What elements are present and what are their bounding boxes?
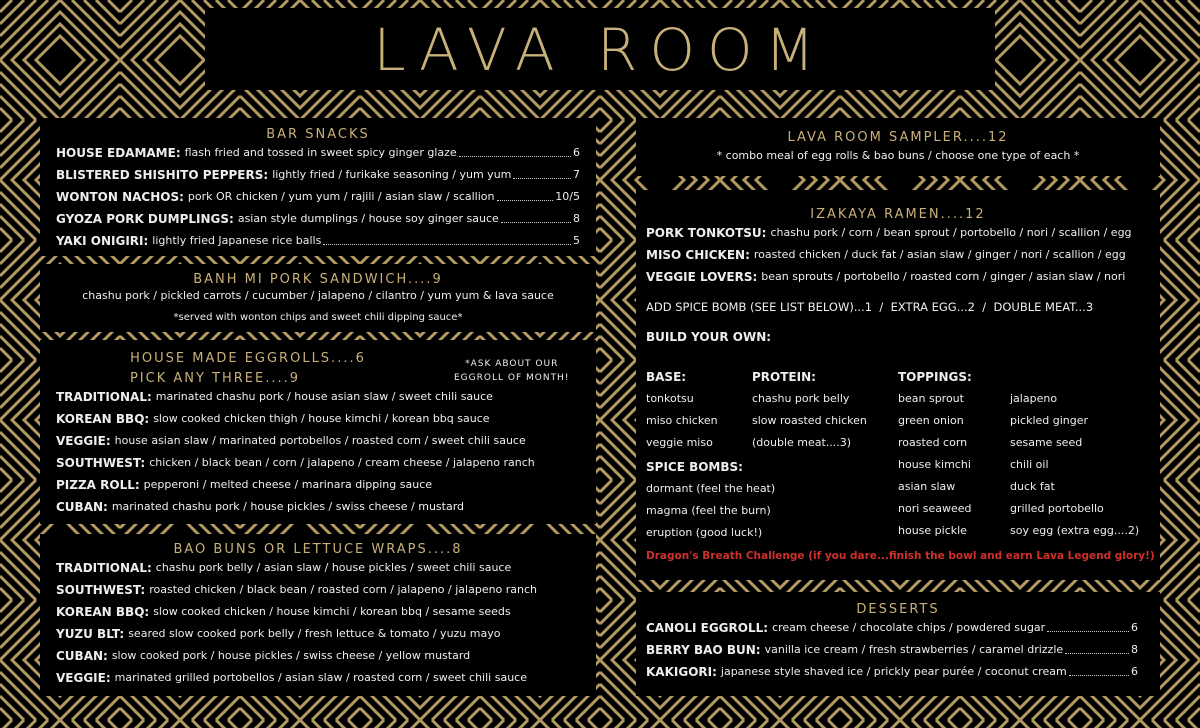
menu-item [56, 452, 580, 474]
menu-item [646, 639, 1138, 661]
item-name: PIZZA ROLL: [56, 478, 140, 492]
topping-option: grilled portobello [1010, 502, 1104, 515]
protein-option: slow roasted chicken [752, 414, 867, 427]
menu-item [56, 430, 580, 452]
menu-item [56, 645, 580, 667]
menu-item [56, 601, 580, 623]
base-option: tonkotsu [646, 392, 694, 405]
banh-mi-desc: chashu pork / pickled carrots / cucumber / jalapeno / cilantro / yum yum & lava sauce [82, 289, 554, 302]
item-desc: chashu pork belly / asian slaw / house pickles / sweet chili sauce [155, 561, 512, 574]
ramen-section [636, 190, 1160, 580]
bao-buns-title: BAO BUNS OR LETTUCE WRAPS....8 [173, 542, 463, 557]
topping-option: roasted corn [898, 436, 968, 449]
topping-option: pickled ginger [1010, 414, 1089, 427]
item-name: MISO CHICKEN: [646, 248, 750, 262]
topping-option: bean sprout [898, 392, 964, 405]
item-name: SOUTHWEST: [56, 583, 146, 597]
menu-item [646, 661, 1138, 683]
ramen-addons: ADD SPICE BOMB (SEE LIST BELOW)...1 / EXTRA EGG...2 / DOUBLE MEAT...3 [646, 300, 1094, 314]
menu-item [56, 230, 580, 252]
item-price: 6 [1131, 665, 1138, 678]
menu-item [56, 186, 580, 208]
bar-snacks-title: BAR SNACKS [266, 127, 370, 142]
topping-option: jalapeno [1010, 392, 1058, 405]
item-name: YUZU BLT: [56, 627, 125, 641]
sampler-section [636, 118, 1160, 176]
dragons-breath-challenge: Dragon's Breath Challenge (if you dare...finish the bowl and earn Lava Legend glory!) [646, 550, 1155, 562]
item-name: TRADITIONAL: [56, 561, 152, 575]
menu-item [646, 617, 1138, 639]
item-price: 5 [573, 234, 580, 247]
item-name: KAKIGORI: [646, 665, 717, 679]
desserts-section [636, 592, 1160, 696]
banh-mi-note: *served with wonton chips and sweet chili dipping sauce* [173, 312, 463, 323]
spice-option: eruption (good luck!) [646, 526, 763, 539]
spice-option: magma (feel the burn) [646, 504, 771, 517]
spice-option: dormant (feel the heat) [646, 482, 776, 495]
item-name: YAKI ONIGIRI: [56, 234, 149, 248]
item-name: BLISTERED SHISHITO PEPPERS: [56, 168, 269, 182]
item-desc: japanese style shaved ice / prickly pear purée / coconut cream [720, 665, 1067, 678]
menu-item [56, 474, 580, 496]
topping-option: soy egg (extra egg....2) [1010, 524, 1140, 537]
ask-line-1: *ASK ABOUT OUR [465, 359, 559, 369]
topping-option: house kimchi [898, 458, 971, 471]
menu-item [56, 667, 580, 689]
item-desc: chashu pork / corn / bean sprout / portobello / nori / scallion / egg [770, 226, 1132, 239]
menu-item [56, 623, 580, 645]
item-desc: cream cheese / chocolate chips / powdered sugar [772, 621, 1046, 634]
item-name: PORK TONKOTSU: [646, 226, 767, 240]
topping-option: nori seaweed [898, 502, 972, 515]
item-desc: roasted chicken / black bean / roasted corn / jalapeno / jalapeno ranch [149, 583, 538, 596]
menu-title-banner [205, 8, 995, 90]
item-name: VEGGIE LOVERS: [646, 270, 758, 284]
item-desc: roasted chicken / duck fat / asian slaw / ginger / nori / scallion / egg [753, 248, 1126, 261]
topping-option: green onion [898, 414, 964, 427]
base-option: veggie miso [646, 436, 713, 449]
toppings-column-1 [898, 366, 972, 542]
item-desc: pepperoni / melted cheese / marinara dipping sauce [143, 478, 433, 491]
bar-snacks-section [40, 118, 596, 256]
item-price: 8 [1131, 643, 1138, 656]
base-option: miso chicken [646, 414, 718, 427]
item-price: 10/5 [555, 190, 580, 203]
eggrolls-pick-three: PICK ANY THREE....9 [129, 371, 301, 386]
protein-column [752, 366, 867, 454]
item-desc: slow cooked chicken / house kimchi / korean bbq / sesame seeds [153, 605, 511, 618]
item-name: KOREAN BBQ: [56, 605, 150, 619]
item-name: SOUTHWEST: [56, 456, 146, 470]
protein-option: (double meat....3) [752, 436, 852, 449]
topping-option: chili oil [1010, 458, 1049, 471]
item-price: 6 [573, 146, 580, 159]
banh-mi-title: BANH MI PORK SANDWICH....9 [193, 272, 443, 287]
menu-item [56, 579, 580, 601]
item-desc: pork OR chicken / yum yum / rajili / asian slaw / scallion [187, 190, 495, 203]
menu-item [56, 142, 580, 164]
item-desc: asian style dumplings / house soy ginger sauce [237, 212, 499, 225]
topping-option: asian slaw [898, 480, 956, 493]
ask-line-2: EGGROLL OF MONTH! [454, 373, 570, 383]
menu-item [56, 408, 580, 430]
item-desc: marinated chashu pork / house asian slaw / sweet chili sauce [155, 390, 493, 403]
eggrolls-section [40, 340, 596, 524]
item-name: GYOZA PORK DUMPLINGS: [56, 212, 234, 226]
banh-mi-section [40, 264, 596, 332]
item-name: VEGGIE: [56, 671, 111, 685]
item-desc: seared slow cooked pork belly / fresh lettuce & tomato / yuzu mayo [128, 627, 501, 640]
eggrolls-title: HOUSE MADE EGGROLLS....6 [130, 351, 366, 366]
item-name: TRADITIONAL: [56, 390, 152, 404]
toppings-header: TOPPINGS: [898, 370, 972, 384]
eggroll-of-month-note [454, 357, 569, 385]
item-name: BERRY BAO BUN: [646, 643, 761, 657]
item-name: WONTON NACHOS: [56, 190, 184, 204]
protein-header: PROTEIN: [752, 370, 816, 384]
base-header: BASE: [646, 370, 687, 384]
item-desc: house asian slaw / marinated portobellos / roasted corn / sweet chili sauce [114, 434, 526, 447]
item-name: KOREAN BBQ: [56, 412, 150, 426]
item-desc: vanilla ice cream / fresh strawberries / caramel drizzle [764, 643, 1064, 656]
desserts-title: DESSERTS [856, 602, 940, 617]
item-name: CUBAN: [56, 649, 108, 663]
sampler-title: LAVA ROOM SAMPLER....12 [787, 130, 1009, 145]
item-desc: lightly fried / furikake seasoning / yum yum [272, 168, 512, 181]
menu-item [56, 164, 580, 186]
spice-bombs-header: SPICE BOMBS: [646, 460, 743, 474]
item-desc: marinated grilled portobellos / asian slaw / roasted corn / sweet chili sauce [114, 671, 527, 684]
item-name: CUBAN: [56, 500, 108, 514]
sampler-desc: * combo meal of egg rolls & bao buns / choose one type of each * [716, 149, 1080, 162]
item-desc: bean sprouts / portobello / roasted corn / ginger / asian slaw / nori [761, 270, 1126, 283]
build-your-own-label: BUILD YOUR OWN: [646, 330, 772, 344]
item-price: 6 [1131, 621, 1138, 634]
item-desc: chicken / black bean / corn / jalapeno / cream cheese / jalapeno ranch [149, 456, 535, 469]
topping-option: sesame seed [1010, 436, 1083, 449]
item-desc: slow cooked chicken thigh / house kimchi / korean bbq sauce [153, 412, 490, 425]
item-name: CANOLI EGGROLL: [646, 621, 769, 635]
bao-buns-section [40, 534, 596, 696]
menu-item [56, 496, 580, 518]
menu-item [646, 222, 1150, 244]
menu-item [56, 208, 580, 230]
item-price: 8 [573, 212, 580, 225]
item-desc: flash fried and tossed in sweet spicy ginger glaze [184, 146, 457, 159]
ramen-title: IZAKAYA RAMEN....12 [810, 207, 986, 222]
menu-item [56, 386, 580, 408]
item-desc: marinated chashu pork / house pickles / swiss cheese / mustard [111, 500, 465, 513]
menu-item [56, 557, 580, 579]
item-name: VEGGIE: [56, 434, 111, 448]
item-price: 7 [573, 168, 580, 181]
toppings-column-2 [1010, 388, 1139, 542]
item-desc: lightly fried Japanese rice balls [152, 234, 322, 247]
menu-item [646, 266, 1150, 288]
item-name: HOUSE EDAMAME: [56, 146, 181, 160]
protein-option: chashu pork belly [752, 392, 850, 405]
topping-option: duck fat [1010, 480, 1055, 493]
topping-option: house pickle [898, 524, 967, 537]
item-desc: slow cooked pork / house pickles / swiss cheese / yellow mustard [111, 649, 471, 662]
menu-item [646, 244, 1150, 266]
menu-title: LAVA ROOM [373, 16, 827, 84]
